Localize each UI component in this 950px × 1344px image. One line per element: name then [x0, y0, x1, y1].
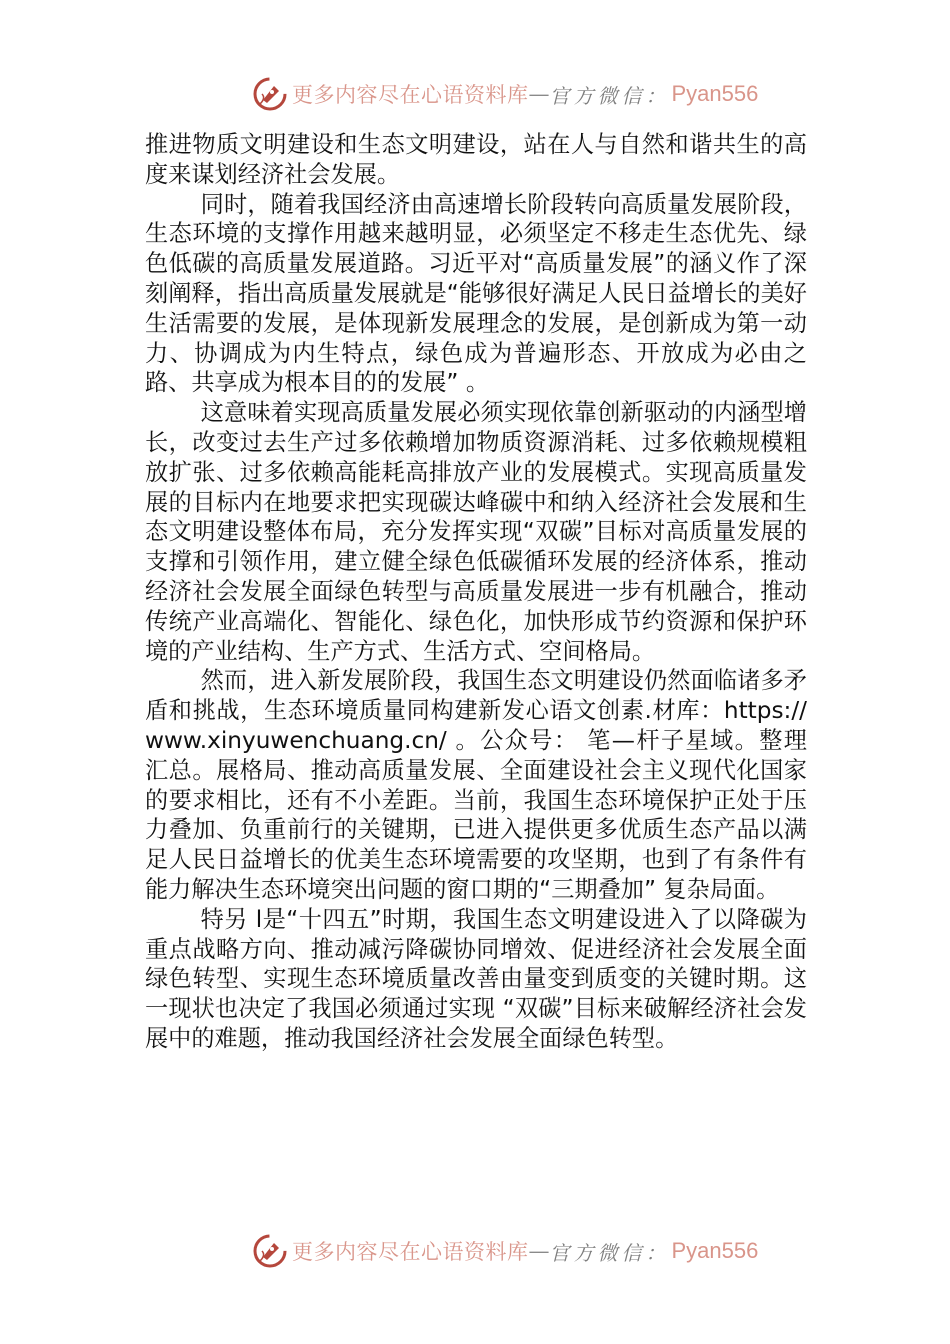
paragraph: 特另 l是“十四五”时期，我国生态文明建设进入了以降碳为重点战略方向、推动减污降碳协同增效、促进经济社会发展全面绿色转型、实现生态环境质量改善由量变到质变的关键时期。这一现状也决定了我国必须通过实现 “双碳”目标来破解经济社会发展中的难题，推动我国经济社会发展全面绿色转型。: [145, 905, 807, 1052]
banner-dash: —: [528, 82, 550, 106]
pen-nib-logo-icon: [252, 76, 288, 112]
paragraph: 然而，进入新发展阶段，我国生态文明建设仍然面临诸多矛盾和挑战，生态环境质量同构建新发心语文创素.材库：https://www.xinyuwenchuang.cn/ 。公众号： 笔—杆子星域。整理汇总。展格局、推动高质量发展、全面建设社会主义现代化国家的要求相比，还有不小差距。当前，我国生态环境保护正处于压力叠加、负重前行的关键期，已进入提供更多优质生态产品以满足人民日益增长的优美生态环境需要的攻坚期，也到了有条件有能力解决生态环境突出问题的窗口期的“三期叠加” 复杂局面。: [145, 667, 807, 903]
paragraph: 推进物质文明建设和生态文明建设，站在人与自然和谐共生的高度来谋划经济社会发展。: [145, 131, 807, 188]
banner-wechat-label: 官方微信：: [549, 1240, 670, 1265]
paragraph: 这意味着实现高质量发展必须实现依靠创新驱动的内涵型增长，改变过去生产过多依赖增加物质资源消耗、过多依赖规模粗放扩张、过多依赖高能耗高排放产业的发展模式。实现高质量发展的目标内在地要求把实现碳达峰碳中和纳入经济社会发展和生态文明建设整体布局，充分发挥实现“双碳”目标对高质量发展的支撑和引领作用，建立健全绿色低碳循环发展的经济体系，推动经济社会发展全面绿色转型与高质量发展进一步有机融合，推动传统产业高端化、智能化、绿色化，加快形成节约资源和保护环境的产业结构、生产方式、生活方式、空间格局。: [145, 399, 807, 665]
banner-dash: —: [528, 1239, 550, 1263]
banner-wechat-id: Pyan556: [671, 1238, 759, 1263]
banner-wechat-label: 官方微信：: [549, 83, 670, 108]
document-body: [145, 130, 807, 1054]
header-watermark-banner: [252, 72, 758, 116]
banner-main-text: 更多内容尽在心语资料库: [292, 1240, 529, 1264]
banner-main-text: 更多内容尽在心语资料库: [292, 83, 529, 107]
pen-nib-logo-icon: [252, 1233, 288, 1269]
banner-wechat-id: Pyan556: [671, 81, 759, 106]
paragraph: 同时，随着我国经济由高速增长阶段转向高质量发展阶段，生态环境的支撑作用越来越明显，必须坚定不移走生态优先、绿色低碳的高质量发展道路。习近平对“高质量发展”的涵义作了深刻阐释，指出高质量发展就是“能够很好满足人民日益增长的美好生活需要的发展，是体现新发展理念的发展，是创新成为第一动力、协调成为内生特点，绿色成为普遍形态、开放成为必由之路、共享成为根本目的的发展” 。: [145, 190, 807, 397]
footer-watermark-banner: [252, 1229, 758, 1273]
